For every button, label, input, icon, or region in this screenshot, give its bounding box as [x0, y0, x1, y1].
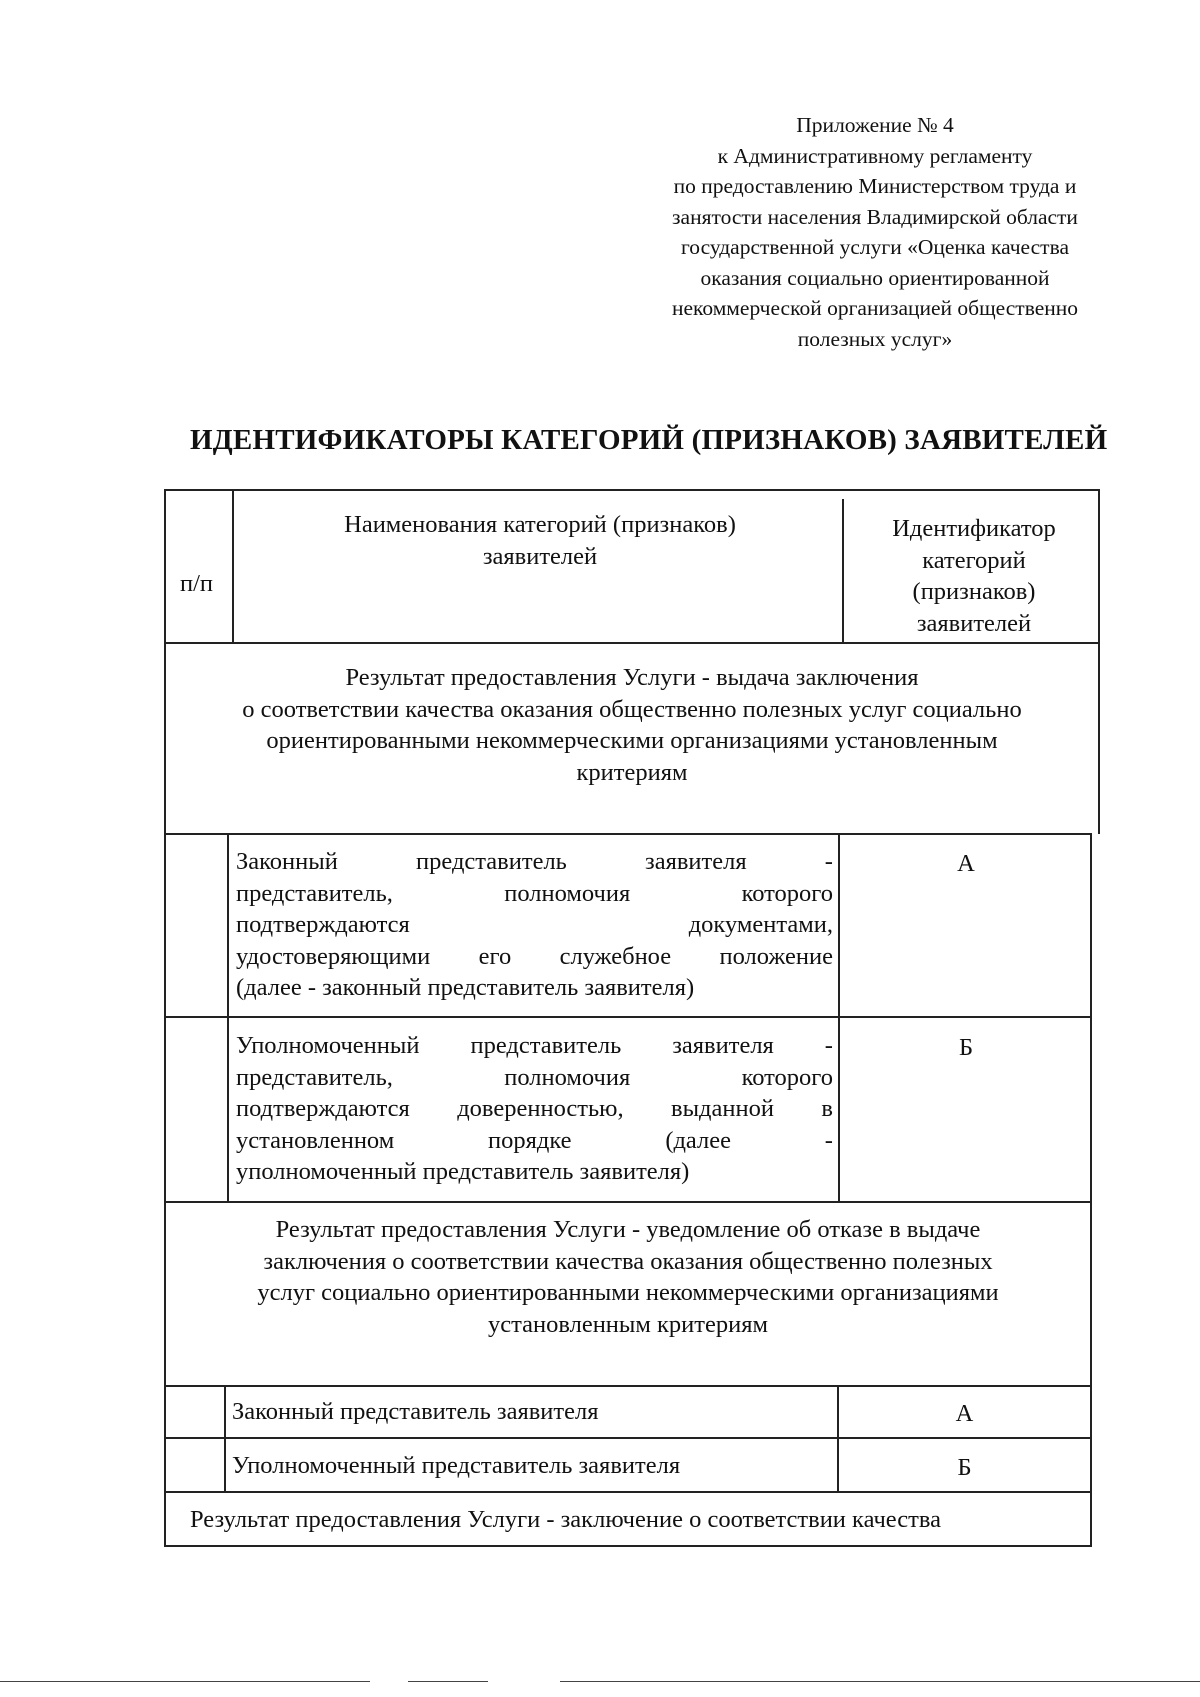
word: Уполномоченный — [236, 1032, 420, 1059]
word: - — [824, 1126, 833, 1154]
word: его — [478, 942, 512, 970]
row-legal-representative-short: Законный представитель заявителя — [232, 1398, 599, 1425]
text-line — [236, 1030, 833, 1062]
appendix-line: государственной услуги «Оценка качества — [681, 235, 1069, 259]
document-title: ИДЕНТИФИКАТОРЫ КАТЕГОРИЙ (ПРИЗНАКОВ) ЗАЯВИТЕЛЕЙ — [190, 424, 1108, 456]
row-identifier: Б — [957, 1454, 972, 1481]
header-name-line: Наименования категорий (признаков) — [344, 511, 736, 538]
word: представитель, — [236, 1063, 393, 1091]
column-separator — [227, 833, 229, 1202]
header-number: п/п — [180, 570, 214, 597]
text-line — [236, 846, 833, 878]
footer-rule — [560, 1681, 1200, 1682]
section-result-conclusion: Результат предоставления Услуги - заключение о соответствии качества — [190, 1506, 941, 1533]
text-line: (далее - законный представитель заявителя) — [236, 974, 695, 1001]
header-identifier — [850, 513, 1098, 639]
word: которого — [741, 1063, 833, 1091]
word: положение — [719, 942, 833, 970]
table-border-left — [164, 489, 166, 1547]
appendix-line: оказания социально ориентированной — [700, 265, 1050, 290]
appendix-line: к Административному регламенту — [717, 143, 1033, 168]
footer-rule — [0, 1681, 370, 1682]
header-id-line: заявителей — [916, 609, 1032, 637]
word: представитель, — [236, 879, 393, 907]
appendix-line: занятости населения Владимирской области — [672, 204, 1078, 229]
section-line: услуг социально ориентированными некоммерческими организациями — [257, 1279, 999, 1306]
header-id-line: (признаков) — [912, 578, 1036, 605]
word: подтверждаются — [236, 911, 410, 938]
table-rule — [164, 1201, 1090, 1203]
text-line: уполномоченный представитель заявителя) — [236, 1158, 690, 1185]
table-border-right — [1098, 489, 1100, 834]
word: представитель — [470, 1032, 622, 1059]
section-line: о соответствии качества оказания общественно полезных услуг социально — [242, 695, 1022, 723]
text-line — [236, 941, 833, 973]
word: служебное — [559, 942, 672, 970]
text-line — [236, 1125, 833, 1157]
column-separator — [232, 489, 234, 643]
appendix-line: по предоставлению Министерством труда и — [673, 174, 1077, 198]
appendix-line: некоммерческой организацией общественно — [671, 296, 1079, 320]
footer-rule — [408, 1681, 488, 1682]
word: которого — [741, 879, 833, 907]
section-line: Результат предоставления Услуги - уведомление об отказе в выдаче — [275, 1216, 981, 1243]
header-id-line: Идентификатор — [892, 515, 1056, 542]
word: подтверждаются — [236, 1095, 410, 1122]
header-name-line: заявителей — [482, 542, 598, 570]
table-border-top — [164, 489, 1100, 491]
table-border-bottom — [164, 1545, 1090, 1547]
word: порядке — [488, 1126, 572, 1154]
column-separator — [224, 1385, 226, 1492]
row-legal-representative — [236, 846, 833, 1004]
text-line — [236, 909, 833, 941]
row-identifier: А — [955, 1400, 974, 1427]
word: выданной — [671, 1095, 774, 1122]
word: в — [821, 1095, 833, 1122]
word: полномочия — [504, 1063, 631, 1091]
table-rule — [164, 1437, 1090, 1439]
word: заявителя — [645, 848, 747, 875]
row-authorized-representative — [236, 1030, 833, 1188]
header-id-line: категорий — [922, 546, 1026, 574]
section-line: заключения о соответствии качества оказания общественно полезных — [263, 1247, 993, 1275]
appendix-line: Приложение № 4 — [796, 113, 954, 137]
word: полномочия — [504, 879, 631, 907]
row-identifier: А — [957, 850, 975, 877]
text-line — [236, 1062, 833, 1094]
word: представитель — [416, 848, 567, 875]
word: установленном — [236, 1126, 395, 1154]
appendix-line: полезных услуг» — [797, 326, 953, 351]
table-rule — [164, 833, 1090, 835]
section-line: Результат предоставления Услуги - выдача заключения — [345, 664, 919, 691]
word: Законный — [236, 848, 338, 875]
table-border-right — [1090, 833, 1092, 1547]
column-separator — [838, 833, 840, 1202]
section-result-refusal — [166, 1214, 1090, 1340]
word: документами, — [688, 911, 833, 938]
section-result-issue — [166, 662, 1098, 788]
table-rule — [164, 1491, 1090, 1493]
section-line: установленным критериям — [487, 1310, 768, 1338]
section-line: критериям — [576, 758, 688, 786]
table-rule — [164, 1016, 1090, 1018]
word: - — [824, 1032, 833, 1059]
row-authorized-representative-short: Уполномоченный представитель заявителя — [232, 1452, 681, 1479]
header-category-name — [240, 509, 840, 572]
text-line — [236, 878, 833, 910]
word: удостоверяющими — [236, 942, 431, 970]
column-separator — [842, 499, 844, 643]
text-line — [236, 1093, 833, 1125]
table-rule — [164, 642, 1100, 644]
table-rule — [164, 1385, 1090, 1387]
word: - — [824, 848, 833, 875]
word: заявителя — [672, 1032, 774, 1059]
section-line: ориентированными некоммерческими организациями установленным — [266, 727, 998, 754]
word: доверенностью, — [457, 1095, 624, 1122]
row-identifier: Б — [958, 1034, 974, 1061]
word: (далее — [665, 1126, 732, 1154]
